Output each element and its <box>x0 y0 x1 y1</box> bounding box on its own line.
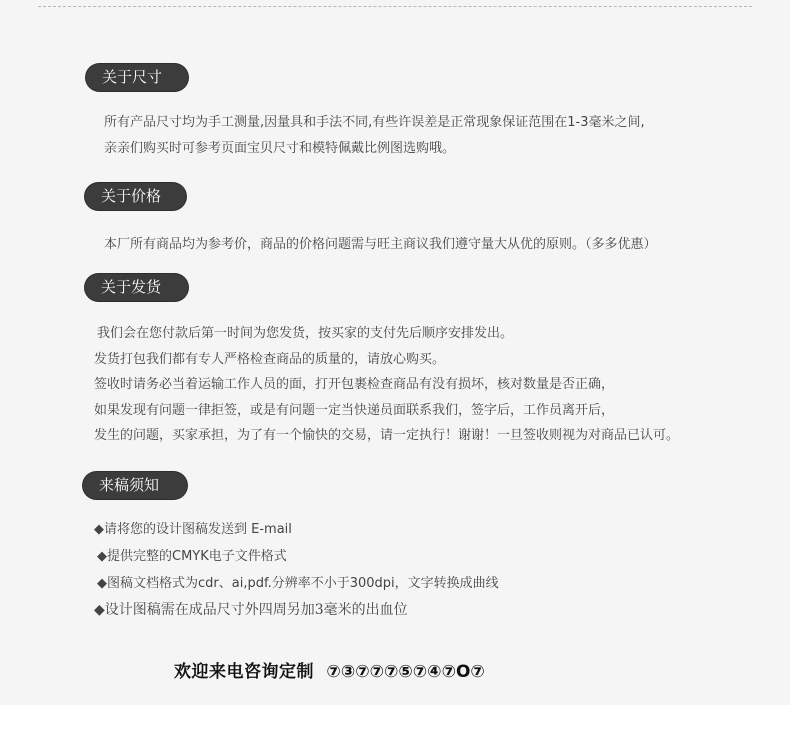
section-title-price: 关于价格 <box>85 183 186 210</box>
contact-label: 欢迎来电咨询定制 <box>174 662 314 682</box>
size-line-2: 亲亲们购买时可参考页面宝贝尺寸和模特佩戴比例图选购哦。 <box>104 140 456 156</box>
shipping-text <box>94 321 679 449</box>
price-text <box>104 232 657 258</box>
section-title-artwork: 来稿须知 <box>83 472 187 499</box>
shipping-line-3: 签收时请务必当着运输工作人员的面，打开包裹检查商品有没有损坏，核对数量是否正确， <box>94 377 615 392</box>
contact-phone: ⑦③⑦⑦⑦⑤⑦④⑦O⑦ <box>326 662 485 682</box>
artwork-line-2: ◆提供完整的CMYK电子文件格式 <box>97 549 287 564</box>
shipping-line-1: 我们会在您付款后第一时间为您发货，按买家的支付先后顺序安排发出。 <box>97 326 514 341</box>
shipping-line-2: 发货打包我们都有专人严格检查商品的质量的，请放心购买。 <box>94 351 446 367</box>
artwork-line-4: ◆设计图稿需在成品尺寸外四周另加3毫米的出血位 <box>94 602 408 618</box>
size-line-1: 所有产品尺寸均为手工测量,因量具和手法不同,有些许误差是正常现象保证范围在1-3毫米之间, <box>104 115 645 130</box>
section-title-size: 关于尺寸 <box>86 64 188 91</box>
price-line-1: 本厂所有商品均为参考价，商品的价格问题需与旺主商议我们遵守量大从优的原则。（多多优惠） <box>104 237 657 252</box>
top-divider <box>38 6 752 7</box>
size-text <box>104 110 645 161</box>
shipping-line-4: 如果发现有问题一律拒签，或是有问题一定当快递员面联系我们，签字后，工作员离开后， <box>94 402 615 418</box>
artwork-line-3: ◆图稿文档格式为cdr、ai,pdf.分辨率不小于300dpi，文字转换成曲线 <box>97 576 499 591</box>
artwork-line-1: ◆请将您的设计图稿发送到 E-mail <box>94 522 292 537</box>
artwork-text <box>94 516 499 624</box>
shipping-line-5: 发生的问题，买家承担，为了有一个愉快的交易，请一定执行！谢谢！一旦签收则视为对商品已认可。 <box>94 428 680 443</box>
section-title-shipping: 关于发货 <box>85 274 188 301</box>
contact-line <box>174 657 485 682</box>
